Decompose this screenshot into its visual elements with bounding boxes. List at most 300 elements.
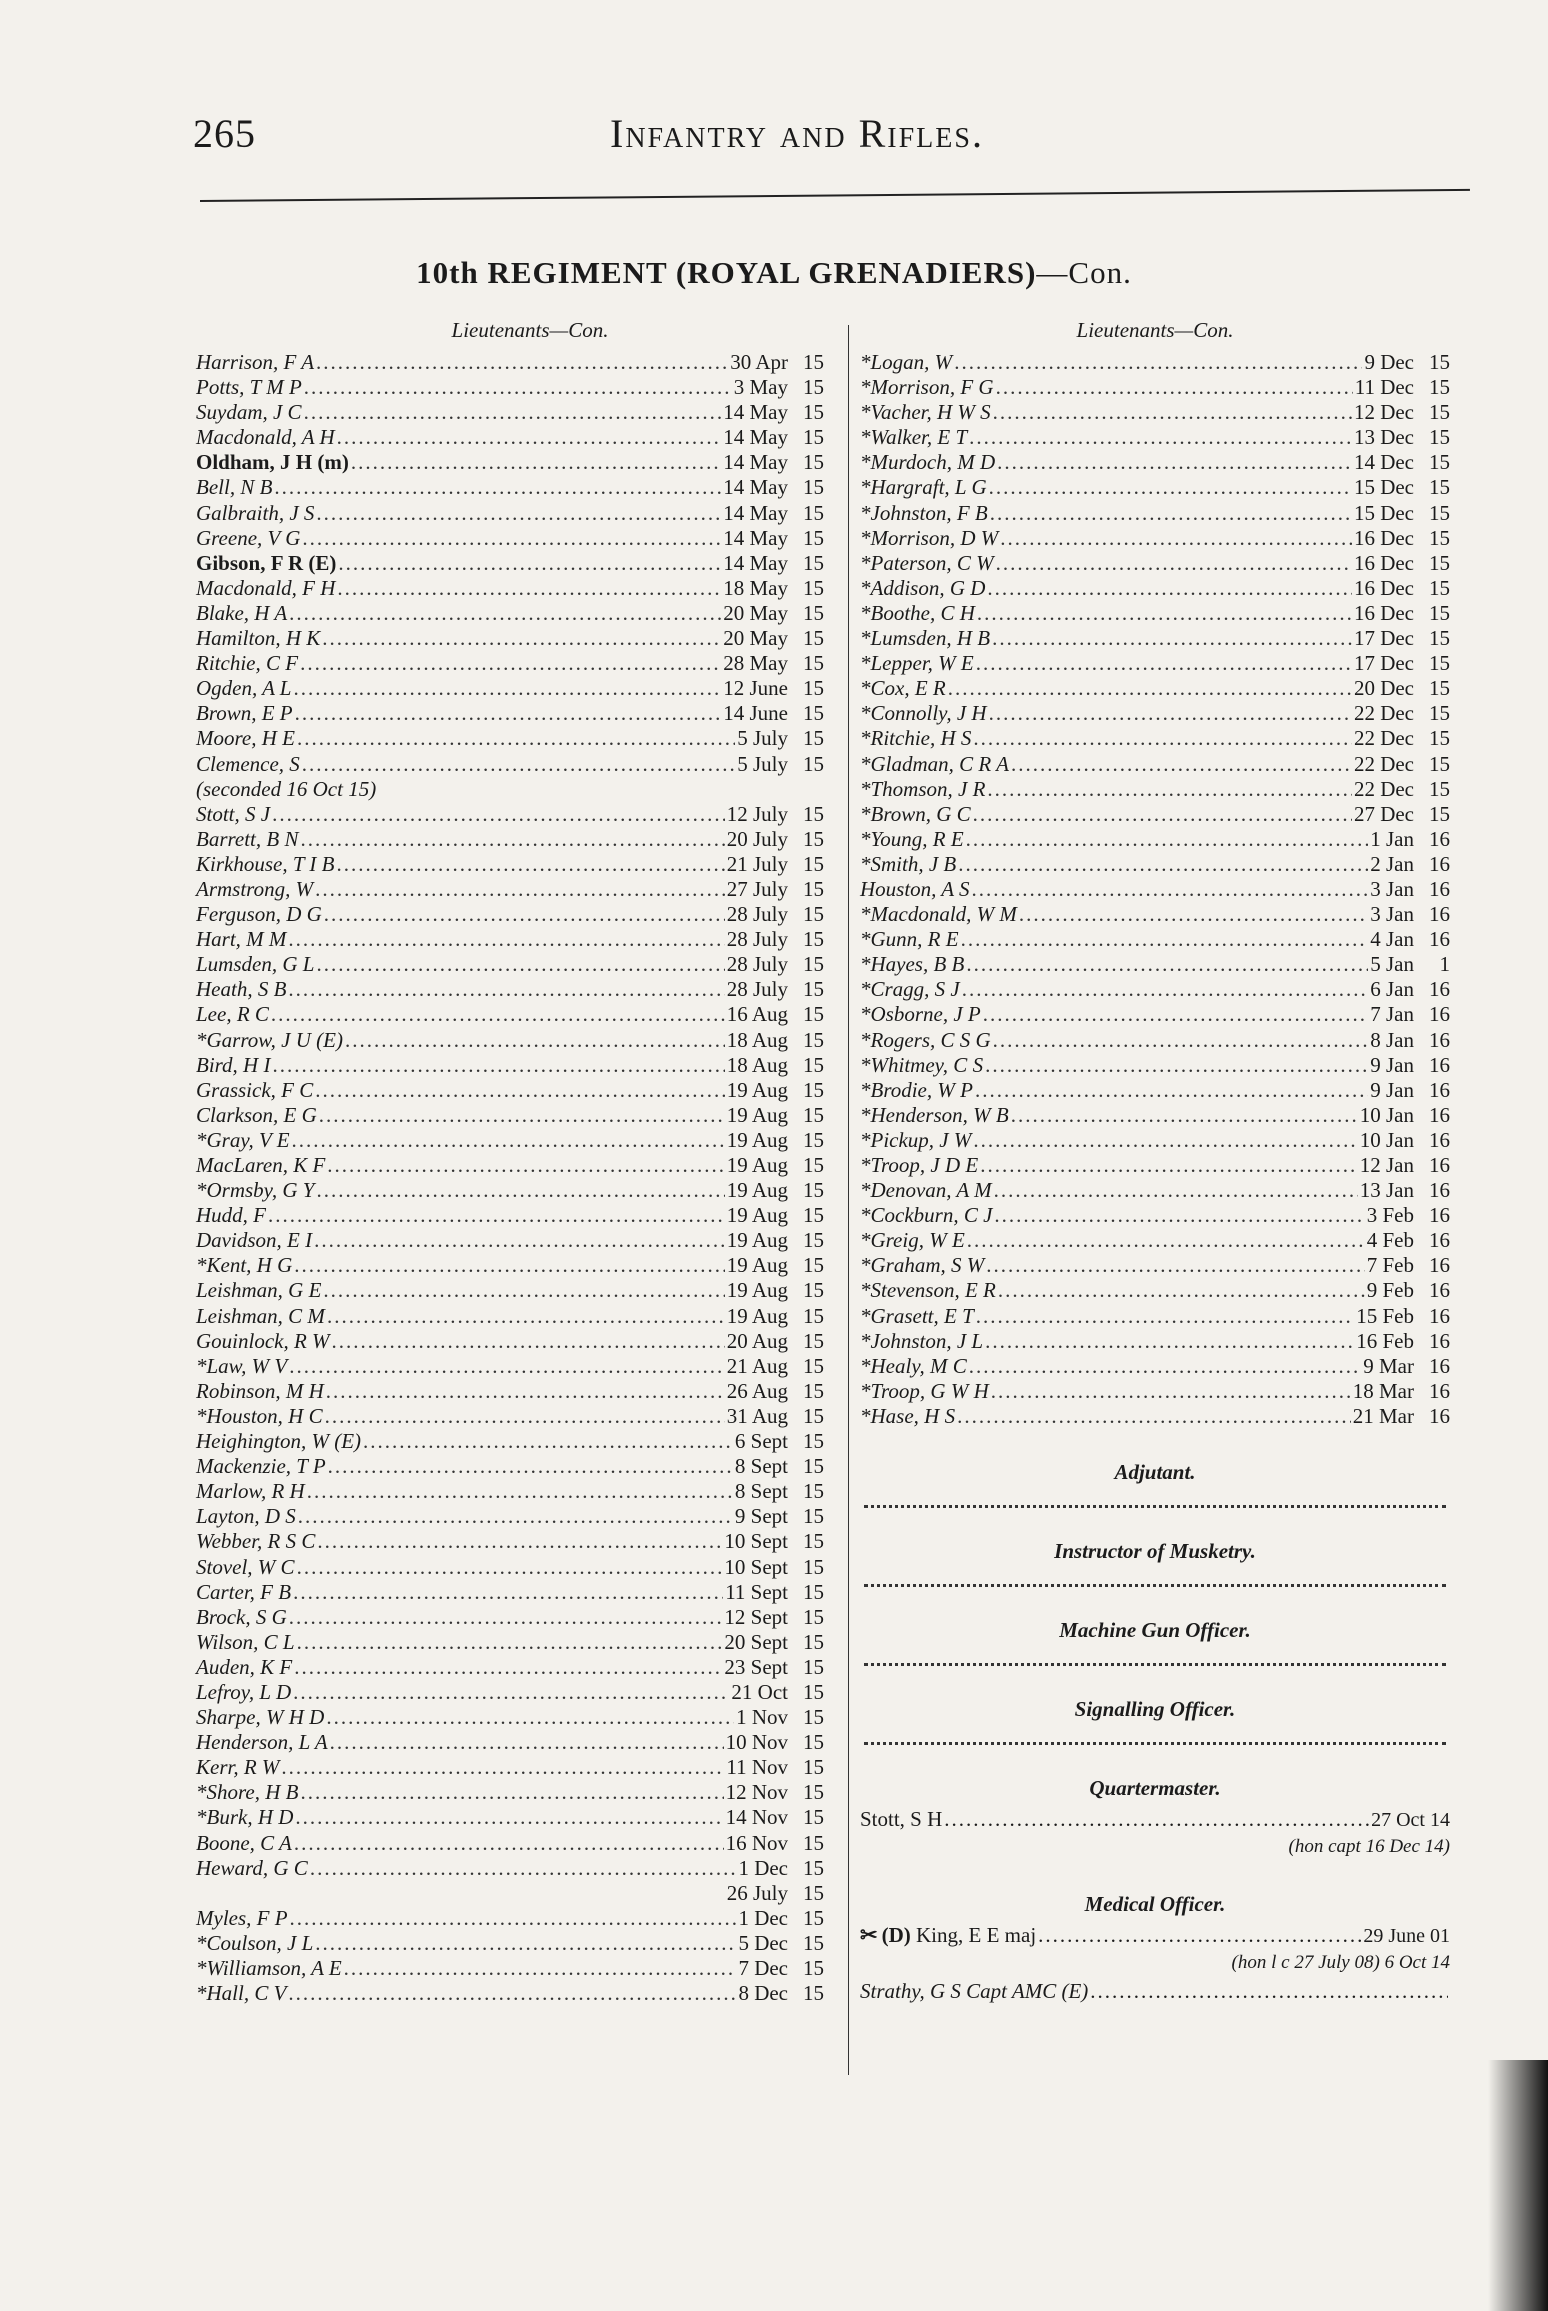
officer-name: Harrison, F A: [196, 350, 315, 374]
adjutant-blank-line: [864, 1489, 1446, 1508]
officer-name: *Cox, E R: [860, 676, 946, 701]
leader-dots: [315, 877, 725, 902]
leader-dots: [316, 350, 728, 375]
commission-date: 14 May: [723, 525, 788, 550]
commission-date: 19 Aug: [726, 1178, 788, 1203]
commission-date: 21 Mar: [1352, 1403, 1414, 1428]
officer-name: Hart, M M: [196, 927, 287, 952]
quartermaster-date: 27 Oct 14: [1371, 1809, 1450, 1832]
commission-date: 16 Nov: [725, 1830, 788, 1855]
leader-dots: [297, 726, 735, 751]
commission-year: 16: [1429, 1052, 1450, 1077]
commission-date: 22 Dec: [1353, 751, 1414, 776]
list-item: [196, 651, 824, 676]
officer-name: Gouinlock, R W: [196, 1328, 330, 1353]
commission-year: 16: [1429, 876, 1450, 901]
list-item: [860, 1379, 1450, 1404]
commission-date: 3 May: [733, 375, 788, 400]
list-item: [196, 752, 824, 777]
leader-dots: [973, 802, 1352, 827]
list-item: [196, 1278, 824, 1303]
list-item: [196, 1529, 824, 1554]
officer-name: *Ritchie, H S: [860, 726, 972, 751]
commission-date: 1 Jan: [1370, 826, 1414, 851]
commission-year: 16: [1429, 826, 1450, 851]
commission-date: 17 Dec: [1353, 651, 1414, 676]
officer-name: *Henderson, W B: [860, 1102, 1009, 1127]
officer-name: Macdonald, F H: [196, 575, 336, 600]
list-item: [196, 1655, 824, 1680]
commission-date: 5 July: [737, 751, 788, 776]
adjutant-heading: Adjutant.: [1114, 1460, 1196, 1485]
officer-name: *Troop, J D E: [860, 1153, 979, 1177]
right-column-heading: Lieutenants—Con.: [1076, 318, 1234, 342]
commission-date: 19 Aug: [726, 1127, 788, 1152]
leader-dots: [961, 927, 1369, 952]
list-item: [860, 1278, 1450, 1303]
commission-year: 16: [1429, 927, 1450, 952]
commission-year: 15: [803, 876, 824, 901]
commission-date: 10 Nov: [725, 1730, 788, 1755]
officer-name: *Denovan, A M: [860, 1178, 992, 1203]
list-item: [860, 551, 1450, 576]
list-item: [860, 651, 1450, 676]
list-item: [196, 1078, 824, 1103]
commission-year: 15: [1429, 751, 1450, 776]
commission-year: 16: [1429, 1153, 1450, 1177]
officer-name: *Lepper, W E: [860, 651, 974, 676]
commission-date: 16 Dec: [1353, 525, 1414, 550]
commission-year: 15: [803, 626, 824, 651]
commission-date: 9 Dec: [1364, 350, 1414, 374]
commission-year: 15: [803, 851, 824, 876]
commission-year: 15: [803, 1880, 824, 1905]
commission-year: 15: [803, 450, 824, 475]
officer-name: *Macdonald, W M: [860, 902, 1017, 927]
list-item: [860, 1028, 1450, 1053]
commission-date: 10 Sept: [724, 1529, 788, 1554]
leader-dots: [351, 450, 721, 475]
list-item: [196, 501, 824, 526]
leader-dots: [998, 1278, 1365, 1303]
commission-date: 21 Oct: [731, 1679, 788, 1704]
commission-year: 15: [1429, 801, 1450, 826]
officer-name: Lefroy, L D: [196, 1679, 292, 1704]
officer-name: *Logan, W: [860, 350, 953, 374]
leader-dots: [966, 952, 1368, 977]
officer-name: *Young, R E: [860, 826, 964, 851]
commission-year: 16: [1429, 1378, 1450, 1403]
commission-year: 16: [1429, 1328, 1450, 1353]
officer-name: *Kent, H G: [196, 1253, 293, 1278]
list-item: [196, 1228, 824, 1253]
leader-dots: [327, 1153, 724, 1178]
strathy-name: Strathy, G S Capt AMC (E): [860, 1979, 1089, 2004]
commission-year: 15: [1429, 475, 1450, 500]
commission-year: 15: [803, 1203, 824, 1228]
leader-dots: [948, 676, 1352, 701]
officer-name: Lumsden, G L: [196, 952, 315, 977]
list-item: [196, 350, 824, 375]
leader-dots: [315, 1931, 736, 1956]
officer-name: Sharpe, W H D: [196, 1705, 325, 1730]
list-item: [196, 1981, 824, 2006]
list-item: [860, 902, 1450, 927]
list-item: [196, 1454, 824, 1479]
commission-year: 15: [803, 1228, 824, 1253]
commission-date: 11 Nov: [726, 1755, 788, 1780]
list-item: [860, 1128, 1450, 1153]
list-item: [196, 777, 824, 802]
list-item: [860, 952, 1450, 977]
commission-date: 18 Aug: [726, 1052, 788, 1077]
officer-name: Oldham, J H (m): [196, 450, 349, 475]
column-divider: [848, 325, 849, 2075]
commission-date: 8 Jan: [1370, 1027, 1414, 1052]
officer-name: Bird, H I: [196, 1052, 271, 1077]
commission-year: 15: [1429, 450, 1450, 475]
list-item: [860, 400, 1450, 425]
quartermaster-note: (hon capt 16 Dec 14): [1288, 1836, 1450, 1858]
commission-date: 4 Feb: [1366, 1228, 1414, 1253]
officer-name: Leishman, C M: [196, 1303, 325, 1328]
list-item: [860, 1304, 1450, 1329]
commission-year: 15: [1429, 350, 1450, 374]
officer-name: MacLaren, K F: [196, 1153, 326, 1177]
commission-date: 20 July: [726, 826, 788, 851]
leader-dots: [288, 1981, 736, 2006]
leader-dots: [325, 1404, 725, 1429]
machine-gun-blank-line: [864, 1647, 1446, 1666]
list-item: [860, 576, 1450, 601]
medical-heading: Medical Officer.: [1084, 1892, 1226, 1917]
musketry-heading: Instructor of Musketry.: [1054, 1539, 1256, 1564]
commission-year: 15: [803, 1654, 824, 1679]
commission-date: 16 Dec: [1353, 550, 1414, 575]
officer-name: *Cragg, S J: [860, 977, 960, 1002]
leader-dots: [989, 701, 1352, 726]
officer-name: Mackenzie, T P: [196, 1454, 326, 1479]
commission-year: 16: [1429, 1203, 1450, 1228]
commission-date: 14 May: [723, 500, 788, 525]
officer-name: Leishman, G E: [196, 1278, 322, 1303]
list-item: [196, 827, 824, 852]
leader-dots: [317, 1529, 722, 1554]
leader-dots: [957, 1404, 1351, 1429]
officer-name: Brown, E P: [196, 701, 293, 726]
leader-dots: [327, 1304, 725, 1329]
commission-year: 15: [803, 425, 824, 450]
leader-dots: [326, 1705, 734, 1730]
officer-name: Webber, R S C: [196, 1529, 316, 1554]
list-item: [860, 501, 1450, 526]
list-item: [196, 701, 824, 726]
officer-name: Ogden, A L: [196, 676, 292, 701]
commission-date: 20 Dec: [1353, 676, 1414, 701]
commission-year: 15: [803, 375, 824, 400]
commission-year: 16: [1429, 1403, 1450, 1428]
leader-dots: [289, 1605, 723, 1630]
commission-year: 15: [803, 1579, 824, 1604]
leader-dots: [987, 777, 1352, 802]
commission-year: 15: [803, 952, 824, 977]
officer-name: *Rogers, C S G: [860, 1027, 991, 1052]
leader-dots: [304, 375, 732, 400]
commission-date: 31 Aug: [726, 1403, 788, 1428]
commission-date: 6 Sept: [734, 1429, 788, 1454]
right-lieutenants-list: [860, 350, 1450, 1429]
list-item: [196, 852, 824, 877]
commission-year: 16: [1429, 1303, 1450, 1328]
officer-name: Boone, C A: [196, 1830, 292, 1855]
officer-name: *Morrison, D W: [860, 525, 999, 550]
leader-dots: [294, 1253, 724, 1278]
leader-dots: [973, 726, 1352, 751]
commission-year: 15: [803, 651, 824, 676]
officer-name: *Cockburn, C J: [860, 1203, 993, 1228]
leader-dots: [337, 425, 722, 450]
officer-name: Houston, A S: [860, 876, 970, 901]
officer-name: *Boothe, C H: [860, 600, 975, 625]
list-item: [196, 1028, 824, 1053]
left-column: [196, 310, 824, 2006]
commission-date: 9 Sept: [734, 1504, 788, 1529]
list-item: [196, 1153, 824, 1178]
commission-date: 30 Apr: [730, 350, 788, 374]
page-number: 265: [193, 111, 256, 156]
leader-dots: [292, 1128, 725, 1153]
quartermaster-entry: [860, 1805, 1450, 1833]
leader-dots: [996, 375, 1353, 400]
commission-year: 15: [803, 1102, 824, 1127]
officer-name: *Hall, C V: [196, 1981, 287, 2006]
commission-year: 15: [803, 751, 824, 776]
commission-year: 15: [803, 1027, 824, 1052]
commission-year: 15: [803, 1604, 824, 1629]
leader-dots: [344, 1956, 737, 1981]
commission-date: 20 Aug: [726, 1328, 788, 1353]
commission-date: 8 Sept: [734, 1454, 788, 1479]
commission-year: 15: [1429, 500, 1450, 525]
leader-dots: [319, 1103, 725, 1128]
officer-name: Stovel, W C: [196, 1554, 295, 1579]
leader-dots: [336, 852, 724, 877]
officer-name: *Grasett, E T: [860, 1303, 974, 1328]
list-item: [196, 1906, 824, 1931]
officer-name: *Connolly, J H: [860, 701, 987, 726]
commission-date: 7 Dec: [738, 1956, 788, 1980]
commission-date: 12 Sept: [724, 1604, 788, 1629]
list-item: [196, 1780, 824, 1805]
commission-date: 12 Jan: [1359, 1153, 1414, 1177]
list-item: [196, 1253, 824, 1278]
commission-year: 16: [1429, 1253, 1450, 1278]
commission-date: 10 Sept: [724, 1554, 788, 1579]
officer-name: Stott, S J: [196, 801, 271, 826]
officer-name: Heward, G C: [196, 1855, 308, 1880]
leader-dots: [295, 1805, 723, 1830]
commission-date: 19 Aug: [726, 1278, 788, 1303]
commission-year: 15: [803, 1855, 824, 1880]
commission-date: 22 Dec: [1353, 701, 1414, 726]
officer-name: Henderson, L A: [196, 1730, 328, 1755]
list-item: [860, 1203, 1450, 1228]
officer-name: *Thomson, J R: [860, 776, 986, 801]
leader-dots: [969, 425, 1352, 450]
king-name-group: [860, 1921, 1036, 1949]
list-item: [196, 576, 824, 601]
leader-dots: [315, 1078, 724, 1103]
commission-date: 19 Aug: [726, 1077, 788, 1102]
commission-year: 15: [803, 1403, 824, 1428]
leader-dots: [1090, 1977, 1448, 2005]
left-column-heading: Lieutenants—Con.: [451, 318, 609, 342]
list-item: [196, 726, 824, 751]
officer-name: *Brown, G C: [860, 801, 971, 826]
officer-name: *Whitmey, C S: [860, 1052, 984, 1077]
leader-dots: [288, 927, 724, 952]
commission-date: 6 Jan: [1370, 977, 1414, 1002]
commission-date: 5 Dec: [738, 1930, 788, 1955]
commission-date: 17 Dec: [1353, 626, 1414, 651]
commission-date: 16 Feb: [1356, 1328, 1414, 1353]
list-item: [860, 1404, 1450, 1429]
list-item: [196, 1178, 824, 1203]
leader-dots: [967, 1228, 1365, 1253]
leader-dots: [992, 626, 1352, 651]
officer-name: Brock, S G: [196, 1604, 287, 1629]
list-item: [196, 1128, 824, 1153]
leader-dots: [274, 475, 721, 500]
leader-dots: [345, 1028, 725, 1053]
commission-date: 14 May: [723, 475, 788, 500]
list-item: [860, 350, 1450, 375]
commission-date: 2 Jan: [1370, 851, 1414, 876]
commission-date: 20 Sept: [724, 1629, 788, 1654]
list-item: [196, 475, 824, 500]
commission-year: 15: [803, 1504, 824, 1529]
commission-date: 14 May: [723, 450, 788, 475]
leader-dots: [295, 701, 722, 726]
commission-year: 16: [1429, 1127, 1450, 1152]
list-item: [196, 1379, 824, 1404]
commission-year: 15: [803, 1479, 824, 1504]
officer-name: Macdonald, A H: [196, 425, 335, 450]
commission-year: 15: [803, 500, 824, 525]
list-item: [196, 1504, 824, 1529]
commission-year: 15: [803, 1930, 824, 1955]
leader-dots: [993, 400, 1352, 425]
officer-name: Hudd, F: [196, 1203, 266, 1228]
commission-year: 15: [803, 801, 824, 826]
leader-dots: [289, 1354, 725, 1379]
officer-name: *Osborne, J P: [860, 1002, 981, 1027]
commission-date: 9 Jan: [1370, 1077, 1414, 1102]
list-item: [860, 726, 1450, 751]
list-item: [196, 1354, 824, 1379]
commission-year: 15: [803, 1529, 824, 1554]
list-item: [196, 1103, 824, 1128]
officer-name: *Healy, M C: [860, 1353, 967, 1378]
commission-date: 19 Aug: [726, 1303, 788, 1328]
commission-date: 28 July: [726, 952, 788, 977]
leader-dots: [316, 501, 721, 526]
commission-date: 3 Jan: [1370, 902, 1414, 927]
leader-dots: [297, 1630, 723, 1655]
regiment-title: [0, 255, 1548, 291]
list-item: [860, 1253, 1450, 1278]
commission-date: 27 Dec: [1353, 801, 1414, 826]
officer-name: *Shore, H B: [196, 1780, 299, 1805]
leader-dots: [324, 902, 725, 927]
commission-year: 15: [803, 475, 824, 500]
list-item: [196, 676, 824, 701]
list-item: [196, 1680, 824, 1705]
leader-dots: [307, 1479, 733, 1504]
list-item: [860, 701, 1450, 726]
list-item: [196, 1479, 824, 1504]
commission-date: 1 Dec: [738, 1855, 788, 1880]
leader-dots: [300, 1780, 723, 1805]
list-item: [196, 375, 824, 400]
commission-year: 16: [1429, 1002, 1450, 1027]
commission-year: 15: [1429, 425, 1450, 450]
leader-dots: [985, 1329, 1354, 1354]
leader-dots: [322, 626, 721, 651]
officer-name: *Vacher, H W S: [860, 400, 991, 425]
commission-year: 15: [803, 1905, 824, 1930]
commission-year: 15: [803, 1077, 824, 1102]
commission-year: 15: [803, 600, 824, 625]
officer-name: *Morrison, F G: [860, 375, 994, 400]
king-note-line: [860, 1949, 1450, 1977]
commission-year: 15: [1429, 550, 1450, 575]
commission-year: 15: [803, 1378, 824, 1403]
commission-date: 8 Sept: [734, 1479, 788, 1504]
commission-date: 14 Nov: [725, 1805, 788, 1830]
officer-name: Clarkson, E G: [196, 1102, 317, 1127]
list-item: [196, 1755, 824, 1780]
officer-name: *Paterson, C W: [860, 550, 994, 575]
leader-dots: [300, 827, 724, 852]
commission-date: 18 Aug: [726, 1027, 788, 1052]
commission-year: 15: [1429, 726, 1450, 751]
leader-dots: [994, 1203, 1364, 1228]
list-item: [860, 676, 1450, 701]
leader-dots: [962, 977, 1369, 1002]
leader-dots: [997, 450, 1352, 475]
signalling-heading: Signalling Officer.: [1074, 1697, 1236, 1722]
list-item: [196, 1705, 824, 1730]
commission-year: 15: [803, 1127, 824, 1152]
leader-dots: [966, 827, 1369, 852]
officer-name: Auden, K F: [196, 1654, 293, 1679]
leader-dots: [298, 1504, 733, 1529]
list-item: [196, 1203, 824, 1228]
commission-date: 10 Jan: [1359, 1102, 1414, 1127]
officer-name: Potts, T M P: [196, 375, 302, 400]
officer-name: Kirkhouse, T I B: [196, 851, 335, 876]
commission-year: 15: [803, 977, 824, 1002]
officer-name: *Smith, J B: [860, 851, 957, 876]
commission-year: 16: [1429, 902, 1450, 927]
commission-year: 15: [803, 1554, 824, 1579]
page-header: [0, 110, 1548, 170]
list-item: [860, 1053, 1450, 1078]
officer-name: Davidson, E I: [196, 1228, 313, 1253]
commission-year: 15: [1429, 626, 1450, 651]
list-item: [196, 601, 824, 626]
